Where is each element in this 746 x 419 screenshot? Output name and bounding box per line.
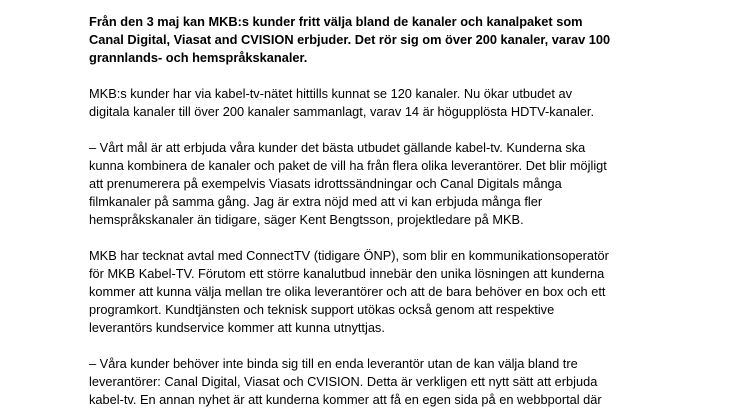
body-line: filmkanaler på samma gång. Jag är extra nöjd med att vi kan erbjuda många fler xyxy=(89,194,543,209)
body-line: för MKB Kabel-TV. Förutom ett större kanalutbud innebär den unika lösningen att kunderna xyxy=(89,266,605,281)
body-paragraph-providers xyxy=(89,355,679,409)
body-line: att prenumerera på exempelvis Viasats idrottssändningar och Canal Digitals många xyxy=(89,176,562,191)
body-line: kunna kombinera de kanaler och paket de vill ha från flera olika leverantörer. Det blir möjligt xyxy=(89,158,607,173)
body-line: hemspråkskanaler än tidigare, säger Kent Bengtsson, projektledare på MKB. xyxy=(89,212,524,227)
body-line: leverantörer: Canal Digital, Viasat och CVISION. Detta är verkligen ett nytt sätt att erbjuda xyxy=(89,374,598,389)
body-line: leverantörs kundservice kommer att kunna utnyttjas. xyxy=(89,320,385,335)
body-line: kabel-tv. En annan nyhet är att kunderna kommer att få en egen sida på en webbportal där xyxy=(89,392,602,407)
body-line: digitala kanaler till över 200 kanaler sammanlagt, varav 14 är högupplösta HDTV-kanaler. xyxy=(89,104,595,119)
lead-paragraph xyxy=(89,13,679,67)
body-line: MKB har tecknat avtal med ConnectTV (tidigare ÖNP), som blir en kommunikationsoperatör xyxy=(89,248,609,263)
body-paragraph-channels xyxy=(89,85,679,121)
body-line: kommer att kunna välja mellan tre olika leverantörer och att de bara behöver en box och ett xyxy=(89,284,606,299)
press-release-page xyxy=(89,13,679,409)
lead-line: grannlands- och hemspråkskanaler. xyxy=(89,50,308,65)
body-line: programkort. Kundtjänsten och teknisk support utökas också genom att respektive xyxy=(89,302,555,317)
body-line: – Våra kunder behöver inte binda sig till en enda leverantör utan de kan välja bland tre xyxy=(89,356,578,371)
body-line: – Vårt mål är att erbjuda våra kunder det bästa utbudet gällande kabel-tv. Kunderna ska xyxy=(89,140,586,155)
body-paragraph-connecttv xyxy=(89,247,679,337)
lead-line: Canal Digital, Viasat and CVISION erbjuder. Det rör sig om över 200 kanaler, varav 100 xyxy=(89,32,611,47)
body-line: MKB:s kunder har via kabel-tv-nätet hittills kunnat se 120 kanaler. Nu ökar utbudet av xyxy=(89,86,572,101)
body-paragraph-quote-kent xyxy=(89,139,679,229)
lead-line: Från den 3 maj kan MKB:s kunder fritt välja bland de kanaler och kanalpaket som xyxy=(89,14,583,29)
